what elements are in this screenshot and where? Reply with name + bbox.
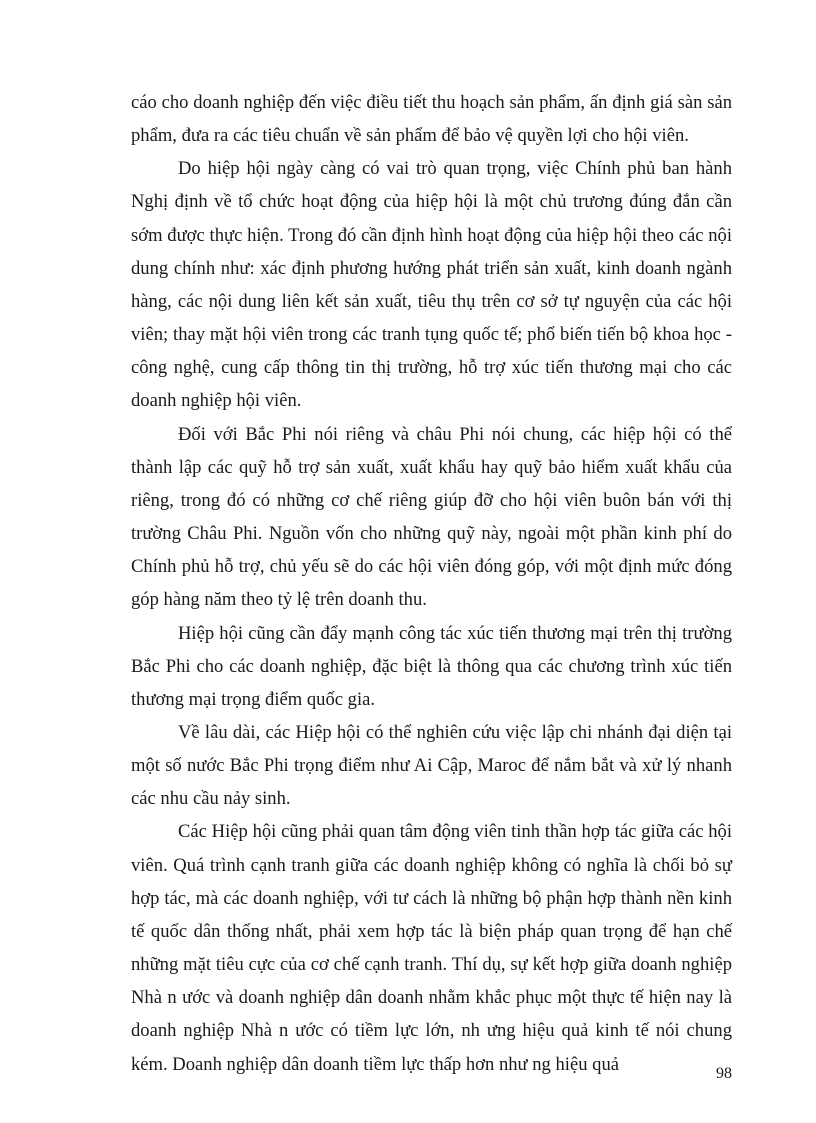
paragraph-continuation: cáo cho doanh nghiệp đến việc điều tiết thu hoạch sản phẩm, ấn định giá sàn sản phẩm, đưa ra các tiêu chuẩn về sản phẩm để bảo vệ quyền lợi cho hội viên. bbox=[131, 92, 732, 147]
paragraph-association-role: Do hiệp hội ngày càng có vai trò quan trọng, việc Chính phủ ban hành Nghị định về tổ chức hoạt động của hiệp hội là một chủ trương đúng đắn cần sớm được thực hiện. Trong đó cần định hình hoạt động của hiệp hội theo các nội dung chính như: xác định phương hướng phát triển sản xuất, kinh doanh ngành hàng, các nội dung liên kết sản xuất, tiêu thụ trên cơ sở tự nguyện của các hội viên; thay mặt hội viên trong các tranh tụng quốc tế; phổ biến tiến bộ khoa học - công nghệ, cung cấp thông tin thị trường, hỗ trợ xúc tiến thương mại cho các doanh nghiệp hội viên. bbox=[131, 158, 732, 412]
page-number: 98 bbox=[716, 1065, 732, 1082]
paragraph-trade-promotion: Hiệp hội cũng cần đẩy mạnh công tác xúc tiến thương mại trên thị trường Bắc Phi cho các doanh nghiệp, đặc biệt là thông qua các chương trình xúc tiến thương mại trọng điểm quốc gia. bbox=[131, 622, 732, 710]
paragraph-cooperation: Các Hiệp hội cũng phải quan tâm động viên tinh thần hợp tác giữa các hội viên. Quá trình cạnh tranh giữa các doanh nghiệp không có nghĩa là chối bỏ sự hợp tác, mà các doanh nghiệp, với tư cách là những bộ phận hợp thành nền kinh tế quốc dân thống nhất, phải xem hợp tác là biện pháp quan trọng để hạn chế những mặt tiêu cực của cơ chế cạnh tranh. Thí dụ, sự kết hợp giữa doanh nghiệp Nhà n ước và doanh nghiệp dân doanh nhằm khắc phục một thực tế hiện nay là doanh nghiệp Nhà n ước có tiềm lực lớn, nh ưng hiệu quả kinh tế nói chung kém. Doanh nghiệp dân doanh tiềm lực thấp hơn như ng hiệu quả bbox=[131, 821, 732, 1075]
body-text bbox=[131, 86, 732, 1081]
paragraph-branch-offices: Về lâu dài, các Hiệp hội có thể nghiên cứu việc lập chi nhánh đại diện tại một số nước Bắc Phi trọng điểm như Ai Cập, Maroc để nắm bắt và xử lý nhanh các nhu cầu nảy sinh. bbox=[131, 721, 732, 810]
paragraph-north-africa-funds: Đối với Bắc Phi nói riêng và châu Phi nói chung, các hiệp hội có thể thành lập các quỹ hỗ trợ sản xuất, xuất khẩu hay quỹ bảo hiểm xuất khẩu của riêng, trong đó có những cơ chế riêng giúp đỡ cho hội viên buôn bán với thị trường Châu Phi. Nguồn vốn cho những quỹ này, ngoài một phần kinh phí do Chính phủ hỗ trợ, chủ yếu sẽ do các hội viên đóng góp, với một định mức đóng góp hàng năm theo tỷ lệ trên doanh thu. bbox=[131, 423, 732, 611]
